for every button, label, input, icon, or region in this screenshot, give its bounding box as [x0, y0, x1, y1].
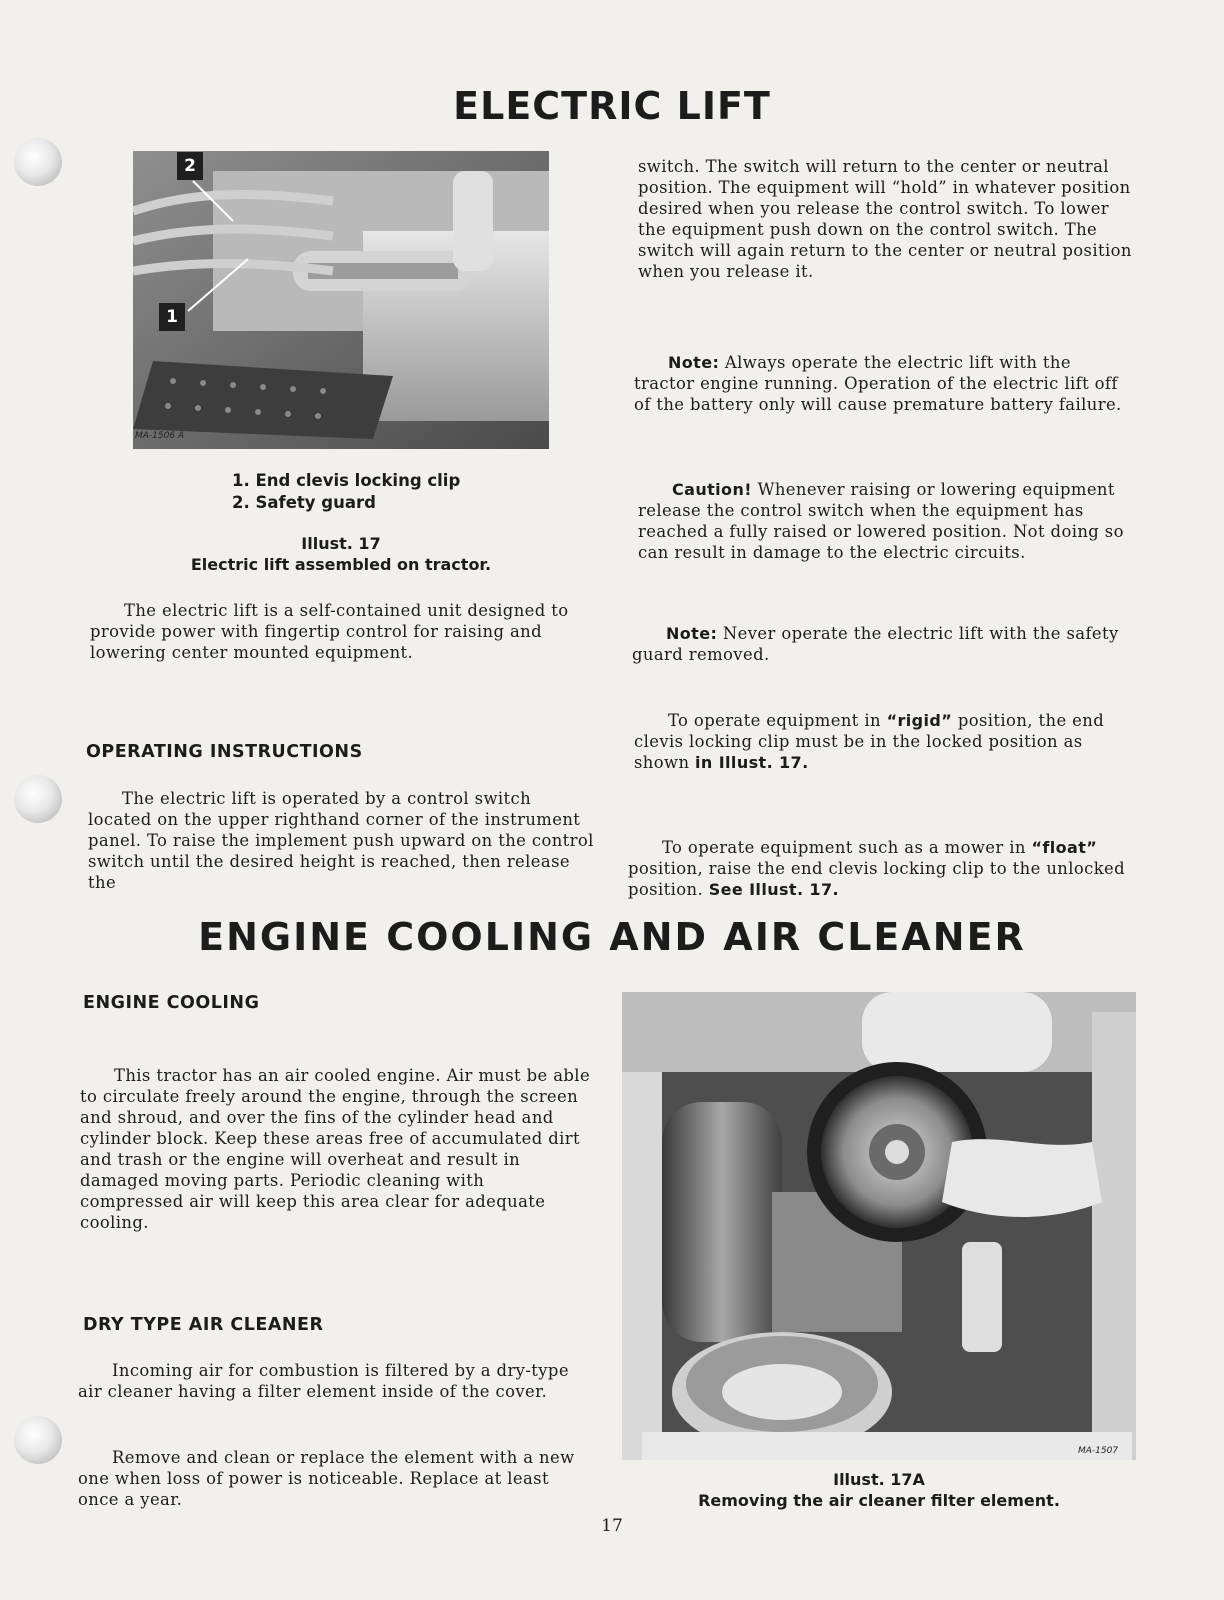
legend-item-2: 2. Safety guard [232, 493, 376, 512]
rigid-paragraph [634, 710, 1134, 773]
float-text-after: position, raise the end clevis locking clip to the unlocked position. [628, 859, 1126, 899]
electric-lift-image [133, 151, 549, 449]
rigid-text-before: To operate equipment in [668, 711, 887, 730]
note-1-paragraph [634, 352, 1134, 415]
callout-1-badge: 1 [159, 303, 185, 331]
float-reference: See Illust. 17. [708, 880, 839, 899]
legend-item-1: 1. End clevis locking clip [232, 471, 461, 490]
illust-17a-caption-title: Illust. 17A [833, 1470, 925, 1489]
note-2-text: Never operate the electric lift with the safety guard removed. [632, 624, 1119, 664]
section-title-engine-cooling: ENGINE COOLING AND AIR CLEANER [198, 915, 1026, 959]
engine-cooling-heading: ENGINE COOLING [83, 993, 260, 1013]
binder-hole-top [14, 138, 62, 186]
float-text-before: To operate equipment such as a mower in [662, 838, 1032, 857]
rigid-text-after: position, the end clevis locking clip must be in the locked position as shown [634, 711, 1105, 772]
operating-instructions-heading: OPERATING INSTRUCTIONS [86, 742, 363, 762]
note-2-label: Note: [666, 624, 718, 643]
engine-cooling-text: This tractor has an air cooled engine. Air must be able to circulate freely around the engine, through the screen and shroud, and over the fins of the cylinder head and cylinder block. Keep these areas free of accumulated dirt and trash or the engine will overheat and result in damaged moving parts. Periodic cleaning with compressed air will keep this area clear for adequate cooling. [80, 1066, 591, 1232]
float-paragraph [628, 837, 1136, 900]
caution-label: Caution! [672, 480, 752, 499]
note-1-text: Always operate the electric lift with the tractor engine running. Operation of the electric lift off of the battery only will cause premature battery failure. [634, 353, 1122, 414]
intro-text: The electric lift is a self-contained unit designed to provide power with fingertip control for raising and lowering center mounted equipment. [90, 601, 569, 662]
illust-17a-photo [622, 992, 1136, 1460]
binder-hole-middle [14, 775, 62, 823]
note-2-paragraph [632, 623, 1134, 665]
operating-continued-paragraph [638, 156, 1136, 282]
air-cleaner-paragraph-1 [78, 1360, 590, 1402]
page-number: 17 [601, 1516, 623, 1536]
page-title: ELECTRIC LIFT [453, 84, 771, 128]
air-cleaner-heading: DRY TYPE AIR CLEANER [83, 1315, 324, 1335]
figure-code-17a: MA-1507 [1078, 1446, 1119, 1456]
illust-17-caption-title: Illust. 17 [301, 534, 381, 553]
rigid-word: “rigid” [886, 711, 953, 730]
engine-cooling-paragraph [80, 1065, 592, 1233]
figure-code-17: MA-1506 A [135, 431, 185, 441]
operating-text: The electric lift is operated by a control switch located on the upper righthand corner of the instrument panel. To raise the implement push upward on the control switch until the desired height is reached, then release the [88, 789, 594, 892]
operating-paragraph [88, 788, 596, 893]
callout-2-badge: 2 [177, 152, 203, 180]
air-cleaner-text-2: Remove and clean or replace the element with a new one when loss of power is noticeable. Replace at least once a year. [78, 1448, 575, 1509]
caution-paragraph [638, 479, 1138, 563]
illust-17-caption-text: Electric lift assembled on tractor. [190, 555, 492, 574]
binder-hole-bottom [14, 1416, 62, 1464]
note-1-label: Note: [668, 353, 720, 372]
intro-paragraph [90, 600, 576, 663]
air-cleaner-image [622, 992, 1136, 1460]
caution-text: Whenever raising or lowering equipment release the control switch when the equipment has reached a fully raised or lowered position. Not doing so can result in damage to the electric circuits. [638, 480, 1124, 562]
rigid-reference: in Illust. 17. [695, 753, 809, 772]
illust-17-photo [133, 151, 549, 449]
air-cleaner-text-1: Incoming air for combustion is filtered by a dry-type air cleaner having a filter element inside of the cover. [78, 1361, 569, 1401]
illust-17a-caption-text: Removing the air cleaner filter element. [698, 1491, 1060, 1510]
float-word: “float” [1031, 838, 1098, 857]
air-cleaner-paragraph-2 [78, 1447, 590, 1510]
operating-continued-text: switch. The switch will return to the center or neutral position. The equipment will “hold” in whatever position desired when you release the control switch. To lower the equipment push down on the control switch. The switch will again return to the center or neutral position when you release it. [638, 157, 1132, 281]
